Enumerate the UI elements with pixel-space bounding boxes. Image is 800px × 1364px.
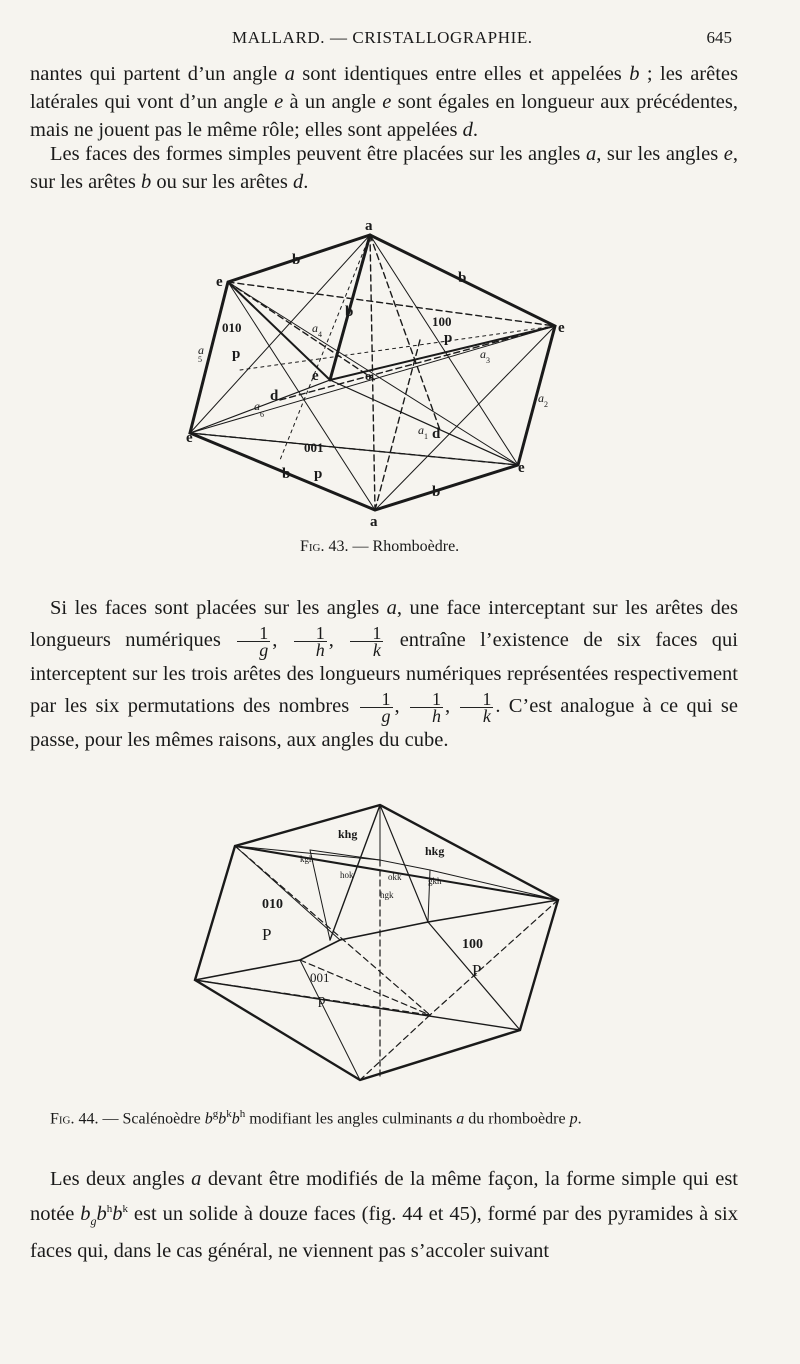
text-span: devant être modifiés de la même façon, la forme simple qui est notée xyxy=(30,1168,738,1225)
fraction-1-k: $\frac{1}{k}$ xyxy=(460,691,493,724)
label-d-right: d xyxy=(432,426,441,442)
figure-44-scalenohedron xyxy=(180,800,580,1100)
var-b: b xyxy=(141,171,152,193)
page-number: 645 xyxy=(706,28,732,47)
caption-fig-number: Fig. 44. xyxy=(50,1110,99,1128)
label-face-010: 010 xyxy=(262,897,283,912)
label-e-left-bottom: e xyxy=(186,430,193,446)
sup-k: k xyxy=(122,1203,129,1215)
label-kgh: kgh xyxy=(300,854,314,864)
text-span: . xyxy=(303,171,309,193)
var-a: a xyxy=(386,597,397,619)
caption-text: . xyxy=(577,1110,582,1128)
text-span: , sur les angles xyxy=(596,143,724,165)
label-a5: a xyxy=(198,343,204,357)
text-span: sont égales en longueur aux précédentes, mais ne jouent pas le même rôle; elles sont appelées xyxy=(30,91,739,141)
label-a4: a xyxy=(312,321,318,335)
label-sub6: 6 xyxy=(260,410,264,419)
notation-b: b xyxy=(204,1110,213,1128)
label-gkh: gkh xyxy=(428,876,442,886)
figure-43-rhombohedron xyxy=(180,220,580,530)
label-face-100: 100 xyxy=(432,314,452,329)
sub-g: g xyxy=(90,1213,97,1228)
label-p-left: p xyxy=(232,346,241,362)
sup-h: h xyxy=(239,1108,246,1120)
text-span: , une face interceptant sur les arêtes des longueurs numériques xyxy=(30,597,738,651)
label-p-001: p xyxy=(314,466,323,482)
label-hok: hok xyxy=(340,870,354,880)
label-a-bottom: a xyxy=(370,514,378,530)
label-b-bottom-right: b xyxy=(432,484,441,500)
notation-b: b xyxy=(112,1202,123,1225)
text-span: sont identiques entre elles et appelées xyxy=(294,63,630,85)
label-a3: a xyxy=(480,347,486,361)
text-span: est un solide à douze faces (fig. 44 et 45), formé par des pyramides à six faces qui, dans le cas général, ne viennent pas s’accoler suivant xyxy=(30,1202,738,1262)
label-hkg: hkg xyxy=(425,844,445,858)
label-p-100: P xyxy=(472,961,482,980)
text-span: Si les faces sont placées sur les angles xyxy=(50,597,387,619)
label-sub3: 3 xyxy=(486,356,490,365)
label-a1: a xyxy=(418,423,424,437)
fraction-1-k: $\frac{1}{k}$ xyxy=(350,625,383,658)
caption-text: modifiant les angles culminants xyxy=(245,1110,457,1128)
label-b-bottom-left: b xyxy=(282,466,291,482)
caption-fig-number: Fig. 43. xyxy=(300,538,349,555)
caption-text: — Rhomboèdre. xyxy=(348,538,460,555)
notation-b: b xyxy=(218,1110,227,1128)
label-face-001: 001 xyxy=(310,970,330,985)
label-face-100: 100 xyxy=(462,937,483,952)
running-title: MALLARD. — CRISTALLOGRAPHIE. xyxy=(232,28,533,47)
text-span: . xyxy=(472,119,479,141)
text-span: Les faces des formes simples peuvent être placées sur les angles xyxy=(50,143,586,165)
var-d: d xyxy=(462,119,473,141)
caption-text: — Scalénoèdre xyxy=(98,1110,205,1128)
sup-h: h xyxy=(106,1203,113,1215)
notation-b: b xyxy=(80,1202,91,1225)
label-a2: a xyxy=(538,391,544,405)
var-e: e xyxy=(274,91,284,113)
text-span: ou sur les arêtes xyxy=(151,171,293,193)
text-span: à un angle xyxy=(283,91,383,113)
var-p: p xyxy=(569,1110,578,1128)
label-d-left: d xyxy=(270,388,279,404)
text-span: . C’est analogue à ce qui se passe, pour les mêmes raisons, aux angles du cube. xyxy=(30,694,738,751)
fraction-1-g: $\frac{1}{g}$ xyxy=(237,625,270,658)
paragraph-1 xyxy=(30,60,738,144)
label-e-left-top: e xyxy=(216,274,223,290)
label-e-right-top: e xyxy=(558,320,565,336)
label-sub1: 1 xyxy=(424,432,428,441)
var-a: a xyxy=(456,1110,465,1128)
label-sub5: 5 xyxy=(198,355,202,364)
label-a-top: a xyxy=(365,220,373,234)
label-p-100: p xyxy=(444,330,453,346)
label-khg: khg xyxy=(338,827,358,841)
paragraph-2 xyxy=(30,140,738,196)
var-a: a xyxy=(284,63,295,85)
label-b-top-right: b xyxy=(458,270,467,286)
label-e-right-bottom: e xyxy=(518,460,525,476)
notation-b: b xyxy=(231,1110,240,1128)
label-p-001: p xyxy=(318,992,326,1008)
label-o: o xyxy=(365,368,372,383)
label-b-top-left: b xyxy=(292,252,301,268)
var-b: b xyxy=(629,63,640,85)
paragraph-4 xyxy=(30,1164,738,1266)
label-face-010: 010 xyxy=(222,320,242,335)
text-span: , sur les arêtes xyxy=(30,143,738,193)
var-d: d xyxy=(293,171,304,193)
fraction-1-g: $\frac{1}{g}$ xyxy=(360,691,393,724)
text-span: entraîne l’existence de six faces qui interceptent sur les trois arêtes des longueurs numériques représentées respectivement par les six permutations des nombres xyxy=(30,629,739,717)
figure-43-caption xyxy=(300,538,459,556)
paragraph-3: Si les faces sont placées sur les angles a, une face interceptant sur les arêtes des longueurs numériques $\frac{1}{g}$ , $\frac{1}{h}$ , $\frac{1}{k}$ entraîne l’existence de six faces qui interceptent sur les trois arêtes des longueurs numériques représentées respectivement par les six permutations des nombres $\frac{1}{g}$ , $\frac{1}{h}$ , $\frac{1}{k}$ . C’est analogue à ce qui se passe, pour les mêmes raisons, aux angles du cube. xyxy=(30,597,739,751)
label-sub4: 4 xyxy=(318,330,322,339)
label-a6: a xyxy=(254,399,260,413)
fraction-1-h: $\frac{1}{h}$ xyxy=(410,691,443,724)
label-sub2: 2 xyxy=(544,400,548,409)
text-span: Les deux angles xyxy=(50,1168,192,1190)
label-b-center: b xyxy=(345,304,354,320)
notation-b: b xyxy=(96,1202,107,1225)
label-hgk: hgk xyxy=(380,890,394,900)
label-p-010: P xyxy=(262,925,272,944)
sup-g: g xyxy=(212,1108,219,1120)
text-span: ; les arêtes latérales qui vont d’un angle xyxy=(30,63,739,113)
var-a: a xyxy=(585,143,597,165)
caption-text: du rhomboèdre xyxy=(464,1110,570,1128)
var-e: e xyxy=(723,143,733,165)
sup-k: k xyxy=(226,1108,232,1120)
label-face-001: 001 xyxy=(304,440,324,455)
figure-44-caption xyxy=(50,1108,750,1128)
label-e-center: e xyxy=(312,368,319,384)
label-okk: okk xyxy=(388,872,402,882)
running-head xyxy=(0,28,800,52)
fraction-1-h: $\frac{1}{h}$ xyxy=(294,625,327,658)
var-a: a xyxy=(191,1168,202,1190)
text-span: nantes qui partent d’un angle xyxy=(30,63,285,85)
var-e: e xyxy=(382,91,392,113)
